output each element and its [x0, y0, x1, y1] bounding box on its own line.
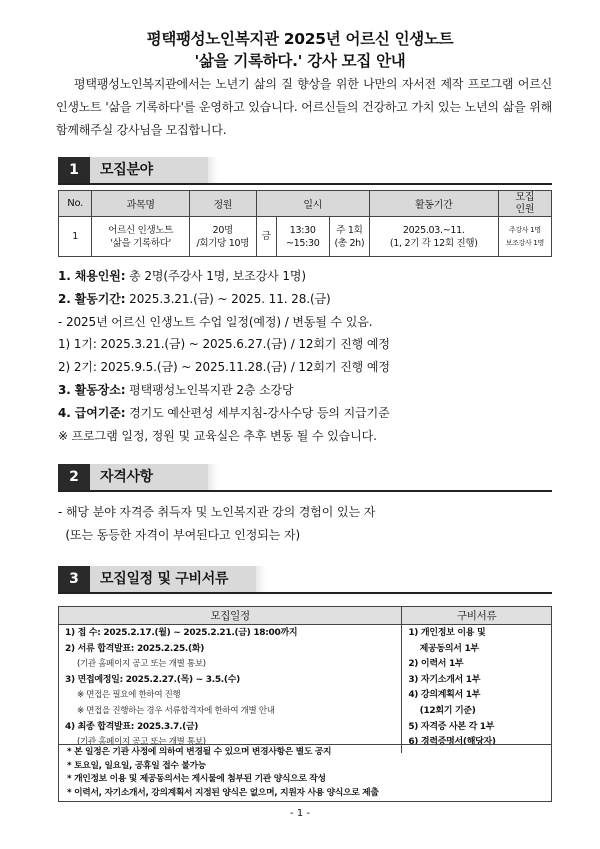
section-title: 자격사항: [90, 464, 208, 490]
note-item: * 토요일, 일요일, 공휴일 접수 불가능: [67, 760, 206, 771]
section-title-shade: [208, 464, 218, 490]
schedule-item: (기관 홈페이지 공고 또는 개별 통보): [77, 737, 206, 748]
section-title: 모집분야: [90, 157, 208, 183]
documents-list: [402, 625, 552, 753]
note-item: * 본 일정은 기관 사정에 의하여 변경될 수 있으며 변경사항은 별도 공지: [67, 747, 332, 757]
schedule-item: (기관 홈페이지 공고 또는 개별 통보): [77, 659, 206, 670]
document-item: 1) 개인정보 이용 및: [408, 628, 486, 638]
schedule-item: 4) 최종 합격발표: 2025.3.7.(금): [65, 721, 199, 732]
schedule-table: [58, 606, 552, 753]
document-item: 5) 자격증 사본 각 1부: [408, 721, 495, 732]
detail-line: 3. 활동장소: 평택팽성노인복지관 2층 소강당: [58, 383, 294, 397]
cell-period: 2025.03.~11. (1, 2기 각 12회 진행): [369, 217, 498, 257]
schedule-table-header: [59, 607, 552, 625]
col-header-schedule: 모집일정: [59, 607, 402, 625]
col-header-datetime: 일시: [256, 191, 369, 217]
document-item: 제공동의서 1부: [408, 643, 479, 654]
detail-line: 4. 급여기준: 경기도 예산편성 세부지침-강사수당 등의 지급기준: [58, 406, 390, 420]
section-header-2: [58, 464, 552, 492]
section-header-1: [58, 157, 552, 185]
section-title-shade: [256, 566, 266, 592]
schedule-item: 3) 면접예정일: 2025.2.27.(목) ~ 3.5.(수): [65, 674, 240, 685]
recruit-table-header: [59, 191, 552, 217]
detail-line: 2) 2기: 2025.9.5.(금) ~ 2025.11.28.(금) / 12회기 진행 예정: [58, 360, 390, 374]
document-title-line1: 평택팽성노인복지관 2025년 어르신 인생노트: [146, 30, 454, 48]
cell-no: 1: [59, 217, 92, 257]
schedule-list: [59, 625, 402, 753]
detail-note: ※ 프로그램 일정, 정원 및 교육실은 추후 변동 될 수 있습니다.: [58, 429, 377, 443]
document-item: 4) 강의계획서 1부: [408, 690, 481, 701]
detail-line: - 2025년 어르신 인생노트 수업 일정(예정) / 변동될 수 있음.: [58, 315, 373, 329]
cell-capacity: 20명 /회기당 10명: [190, 217, 257, 257]
col-header-count: 모집 인원: [498, 191, 551, 217]
schedule-table-body: [59, 625, 552, 753]
note-item: * 개인정보 이용 및 제공동의서는 게시물에 첨부된 기관 양식으로 작성: [67, 774, 326, 785]
schedule-item: ※ 면접을 진행하는 경우 서류합격자에 한하여 개별 안내: [77, 705, 275, 716]
document-item: 2) 이력서 1부: [408, 659, 464, 670]
schedule-item: 2) 서류 합격발표: 2025.2.25.(화): [65, 643, 205, 654]
detail-line: 1) 1기: 2025.3.21.(금) ~ 2025.6.27.(금) / 12회기 진행 예정: [58, 337, 390, 351]
cell-time: 13:30 ~15:30: [276, 217, 329, 257]
section-number: 2: [58, 464, 90, 490]
document-item: 6) 경력증명서(해당자): [408, 737, 496, 748]
detail-line: 1. 채용인원: 총 2명(주강사 1명, 보조강사 1명): [58, 269, 306, 283]
cell-subject: 어르신 인생노트 '삶을 기록하다': [92, 217, 190, 257]
section-number: 3: [58, 566, 90, 592]
section-title-shade: [208, 157, 218, 183]
col-header-capacity: 정원: [190, 191, 257, 217]
document-title-line2: '삶을 기록하다.' 강사 모집 안내: [194, 52, 406, 70]
qualification-line: - 해당 분야 자격증 취득자 및 노인복지관 강의 경험이 있는 자: [58, 505, 376, 519]
schedule-item: 1) 접 수: 2025.2.17.(월) ~ 2025.2.21.(금) 18:00까지: [65, 628, 298, 638]
recruit-table: [58, 190, 552, 257]
schedule-item: ※ 면접은 필요에 한하여 진행: [77, 690, 181, 701]
col-header-documents: 구비서류: [402, 607, 552, 625]
note-item: * 이력서, 자기소개서, 강의계획서 지정된 양식은 없으며, 지원자 사용 양식으로 제출: [67, 787, 379, 798]
col-header-subject: 과목명: [92, 191, 190, 217]
col-header-no: No.: [59, 191, 92, 217]
document-item: (12회기 기준): [408, 705, 476, 716]
page-number: - 1 -: [290, 808, 310, 819]
table-row: [59, 217, 552, 257]
cell-count: 주강사 1명 보조강사 1명: [498, 217, 551, 257]
qualification-note: (또는 동등한 자격이 부여된다고 인정되는 자): [58, 528, 301, 542]
col-header-period: 활동기간: [369, 191, 498, 217]
detail-line: 2. 활동기간: 2025.3.21.(금) ~ 2025. 11. 28.(금): [58, 292, 331, 306]
document-item: 3) 자기소개서 1부: [408, 674, 481, 685]
section-number: 1: [58, 157, 90, 183]
intro-paragraph: 평택팽성노인복지관에서는 노년기 삶의 질 향상을 위한 나만의 자서전 제작 프로그램 어르신 인생노트 '삶을 기록하다'를 운영하고 있습니다. 어르신들의 건강하고 가치 있는 노년의 삶을 위해 함께해주실 강사님을 모집합니다.: [56, 77, 552, 137]
notes-box: [58, 744, 552, 802]
section-header-3: [58, 566, 552, 594]
section-title: 모집일정 및 구비서류: [90, 566, 256, 592]
cell-day: 금: [256, 217, 276, 257]
cell-frequency: 주 1회 (총 2h): [329, 217, 369, 257]
